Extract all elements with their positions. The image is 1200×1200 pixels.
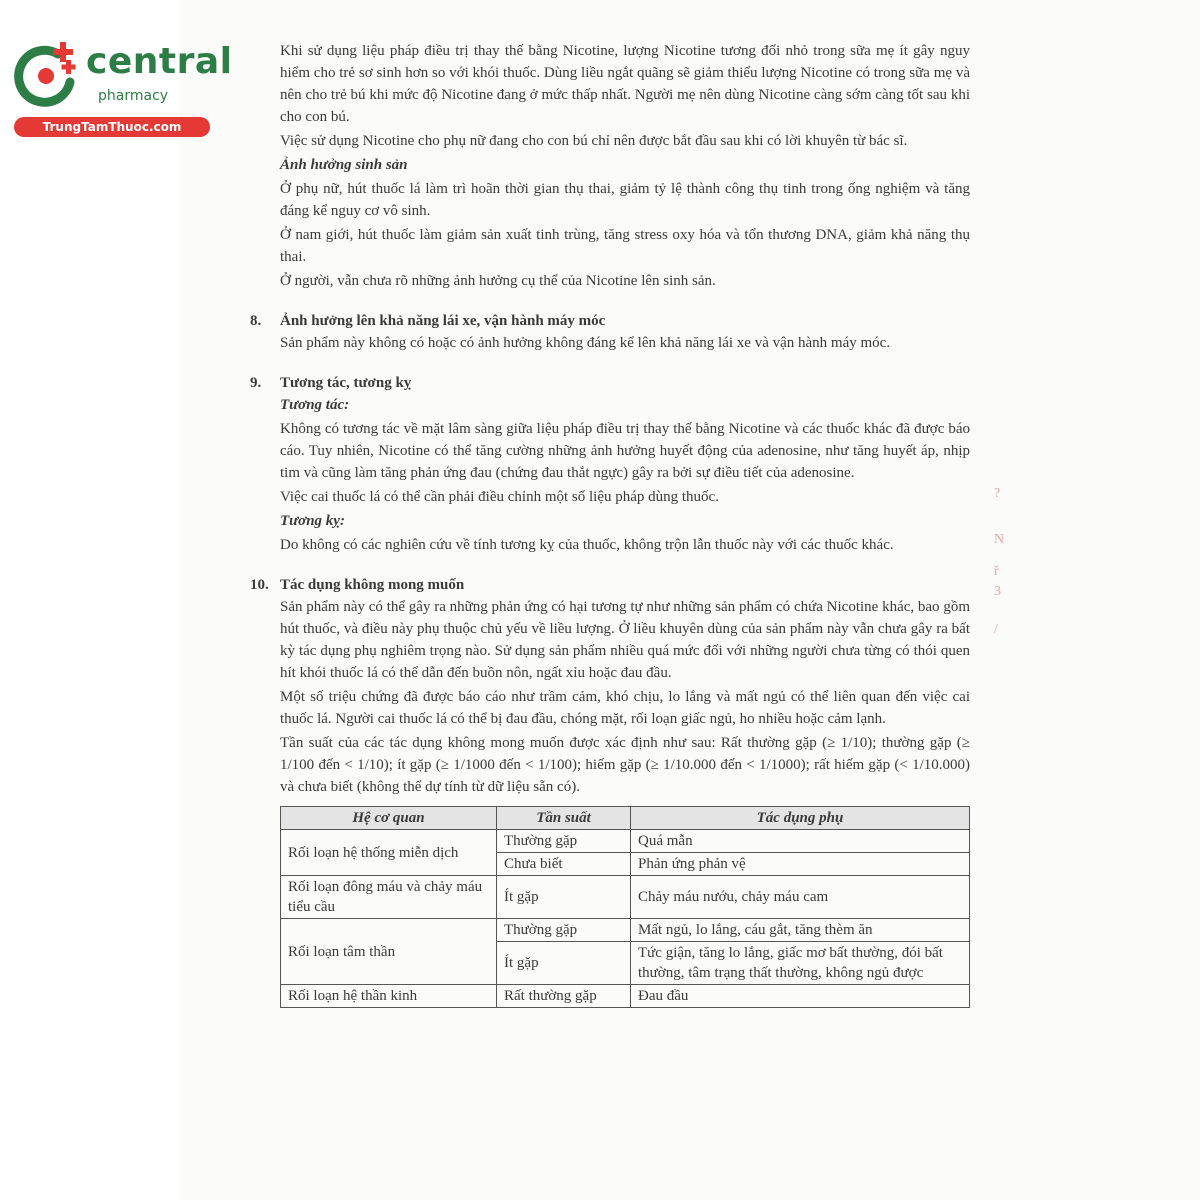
- organ-system-cell: Rối loạn đông máu và chảy máu tiểu cầu: [281, 876, 497, 919]
- paragraph: Khi sử dụng liệu pháp điều trị thay thế bằng Nicotine, lượng Nicotine tương đối nhỏ trong sữa mẹ ít gây nguy hiểm cho trẻ sơ sinh hơn so với khói thuốc. Dùng liều ngắt quãng sẽ giảm thiểu lượng Nicotine có trong sữa mẹ và nên cho trẻ bú khi mức độ Nicotine đang ở mức thấp nhất. Người mẹ nên dùng Nicotine càng sớm càng tốt sau khi cho con bú.: [280, 43, 970, 125]
- brand-name: central: [86, 41, 233, 82]
- paragraph: Sản phẩm này không có hoặc có ảnh hưởng không đáng kể lên khả năng lái xe và vận hành máy móc.: [280, 335, 891, 351]
- column-header: Tần suất: [497, 807, 631, 830]
- section-title: Tác dụng không mong muốn: [280, 577, 465, 593]
- section-title: Tương tác, tương kỵ: [280, 375, 412, 391]
- table-row: [281, 919, 970, 942]
- section-heading-10: [250, 574, 970, 596]
- section-number: 10.: [250, 577, 269, 593]
- frequency-cell: Thường gặp: [497, 830, 631, 853]
- side-effect-cell: Chảy máu nướu, chảy máu cam: [631, 876, 970, 919]
- section-number: 9.: [250, 375, 262, 391]
- brand-site: TrungTamThuoc.com: [14, 117, 210, 137]
- frequency-cell: Rất thường gặp: [497, 985, 631, 1008]
- column-header: Hệ cơ quan: [281, 807, 497, 830]
- stamp-mark-icon: 3: [994, 584, 1001, 599]
- frequency-cell: Thường gặp: [497, 919, 631, 942]
- paragraph: Ở phụ nữ, hút thuốc lá làm trì hoãn thời gian thụ thai, giảm tỷ lệ thành công thụ tinh trong ống nghiệm và tăng đáng kể nguy cơ vô sinh.: [280, 181, 970, 219]
- table-row: [281, 830, 970, 853]
- organ-system-cell: Rối loạn hệ thống miễn dịch: [281, 830, 497, 876]
- side-effect-cell: Đau đầu: [631, 985, 970, 1008]
- stamp-mark-icon: /: [994, 622, 998, 637]
- brand-sub: pharmacy: [98, 88, 169, 104]
- subheading-reproduction: Ảnh hưởng sinh sản: [280, 157, 408, 173]
- paragraph: Việc sử dụng Nicotine cho phụ nữ đang cho con bú chỉ nên được bắt đầu sau khi có lời khuyên từ bác sĩ.: [280, 133, 908, 149]
- section-title: Ảnh hưởng lên khả năng lái xe, vận hành máy móc: [280, 313, 606, 329]
- paragraph: Do không có các nghiên cứu về tính tương kỵ của thuốc, không trộn lẫn thuốc này với các thuốc khác.: [280, 537, 894, 553]
- frequency-cell: Ít gặp: [497, 942, 631, 985]
- section-number: 8.: [250, 313, 262, 329]
- subheading-interaction: Tương tác:: [280, 397, 350, 413]
- column-header: Tác dụng phụ: [631, 807, 970, 830]
- side-effect-cell: Tức giận, tăng lo lắng, giấc mơ bất thường, đói bất thường, tâm trạng thất thường, không ngủ được: [631, 942, 970, 985]
- section-heading-8: [250, 310, 970, 332]
- paragraph: Ở nam giới, hút thuốc làm giảm sản xuất tinh trùng, tăng stress oxy hóa và tổn thương DNA, giảm khả năng thụ thai.: [280, 227, 970, 265]
- stamp-mark-icon: N: [994, 532, 1005, 547]
- central-pharmacy-logo: [10, 38, 233, 138]
- section-heading-9: [250, 372, 970, 394]
- organ-system-cell: Rối loạn hệ thần kinh: [281, 985, 497, 1008]
- paragraph: Việc cai thuốc lá có thể cần phải điều chỉnh một số liệu pháp dùng thuốc.: [280, 489, 719, 505]
- side-effect-cell: Quá mẫn: [631, 830, 970, 853]
- stamp-mark-icon: ř: [994, 564, 999, 579]
- paragraph: Một số triệu chứng đã được báo cáo như trầm cảm, khó chịu, lo lắng và mất ngủ có thể liên quan đến việc cai thuốc lá. Người cai thuốc lá có thể bị đau đầu, chóng mặt, rối loạn giấc ngủ, ho nhiều hoặc cảm lạnh.: [280, 689, 970, 727]
- frequency-cell: Ít gặp: [497, 876, 631, 919]
- pharmacy-logo-icon: [10, 38, 82, 110]
- table-header-row: [281, 807, 970, 830]
- table-row: [281, 876, 970, 919]
- paragraph: Tần suất của các tác dụng không mong muốn được xác định như sau: Rất thường gặp (≥ 1/10); thường gặp (≥ 1/100 đến < 1/10); ít gặp (≥ 1/1000 đến < 1/100); hiếm gặp (≥ 1/10.000 đến < 1/1000); rất hiếm gặp (< 1/10.000) và chưa biết (không thể dự tính từ dữ liệu sẵn có).: [280, 735, 970, 795]
- paragraph: Sản phẩm này có thể gây ra những phản ứng có hại tương tự như những sản phẩm có chứa Nicotine khác, bao gồm hút thuốc, và điều này phụ thuộc chủ yếu về liều lượng. Ở liều khuyên dùng của sản phẩm này vẫn chưa gây ra bất kỳ tác dụng phụ nghiêm trọng nào. Sử dụng sản phẩm nhiều quá mức đối với những người chưa từng có thói quen hít khói thuốc lá có thể dẫn đến buồn nôn, ngất xỉu hoặc đau đầu.: [280, 599, 970, 681]
- stamp-mark-icon: ?: [994, 486, 1001, 501]
- side-effect-cell: Mất ngủ, lo lắng, cáu gắt, tăng thèm ăn: [631, 919, 970, 942]
- paragraph: Không có tương tác về mặt lâm sàng giữa liệu pháp điều trị thay thế bằng Nicotine và các thuốc khác đã được báo cáo. Tuy nhiên, Nicotine có thể tăng cường những ảnh hưởng huyết động của adenosine, như tăng huyết áp, nhịp tim và cũng làm tăng phản ứng đau (chứng đau thắt ngực) gây ra bởi sự điều tiết của adenosine.: [280, 421, 970, 481]
- subheading-incompatibility: Tương kỵ:: [280, 513, 345, 529]
- paragraph: Ở người, vẫn chưa rõ những ảnh hưởng cụ thể của Nicotine lên sinh sản.: [280, 273, 716, 289]
- side-effects-table: [280, 806, 970, 1008]
- frequency-cell: Chưa biết: [497, 853, 631, 876]
- organ-system-cell: Rối loạn tâm thần: [281, 919, 497, 985]
- document-body: [250, 40, 970, 1008]
- table-row: [281, 985, 970, 1008]
- side-effect-cell: Phản ứng phản vệ: [631, 853, 970, 876]
